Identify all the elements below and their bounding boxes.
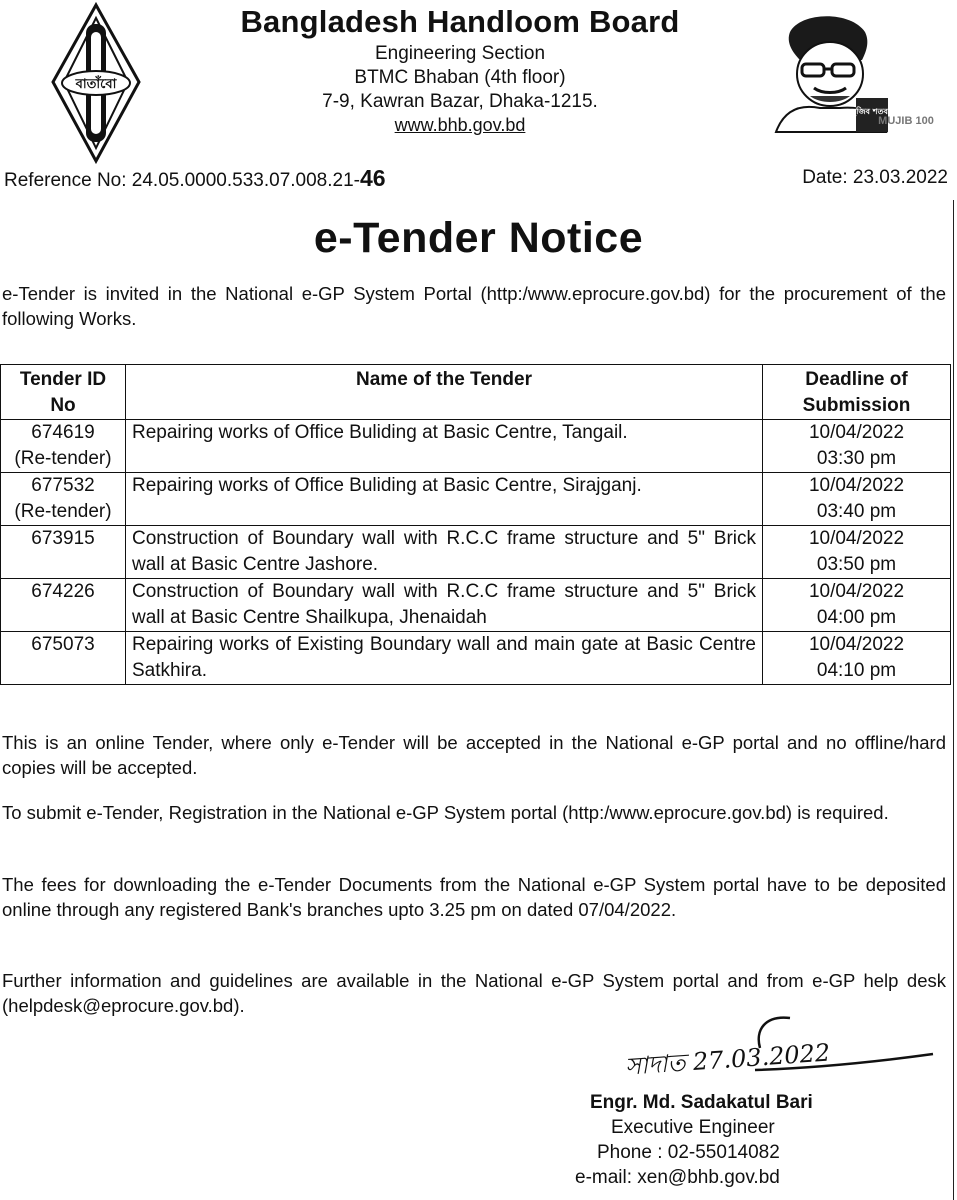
deadline-cell bbox=[763, 526, 951, 579]
signature-text: সাদাত 27.03.2022 bbox=[624, 1038, 832, 1081]
page-title: e-Tender Notice bbox=[313, 214, 644, 262]
notice-date: Date: 23.03.2022 bbox=[802, 167, 948, 188]
organization-header bbox=[150, 2, 770, 137]
online-tender-paragraph: This is an online Tender, where only e-Tender will be accepted in the National e-GP portal and no offline/hard copies will be accepted. bbox=[2, 732, 946, 778]
deadline-date: 10/04/2022 bbox=[808, 475, 905, 496]
header-deadline: Deadline of Submission bbox=[763, 365, 951, 420]
tender-name: Construction of Boundary wall with R.C.C frame structure and 5" Brick wall at Basic Centre Shailkupa, Jhenaidah bbox=[126, 579, 763, 632]
deadline-cell bbox=[763, 632, 951, 685]
tender-id-cell bbox=[1, 632, 126, 685]
handloom-board-logo bbox=[50, 2, 142, 164]
signatory-designation: Executive Engineer bbox=[611, 1117, 775, 1138]
deadline-date: 10/04/2022 bbox=[808, 528, 905, 549]
table-row bbox=[1, 473, 951, 526]
table-row bbox=[1, 632, 951, 685]
tender-id-cell bbox=[1, 579, 126, 632]
tender-id: 674226 bbox=[31, 581, 95, 602]
helpdesk-paragraph: Further information and guidelines are available in the National e-GP System portal and from e-GP help desk (helpdesk@eprocure.gov.bd). bbox=[2, 970, 946, 1016]
header-tender-id: Tender ID No bbox=[1, 365, 126, 420]
tender-name: Repairing works of Existing Boundary wall and main gate at Basic Centre Satkhira. bbox=[126, 632, 763, 685]
deadline-time: 03:30 pm bbox=[816, 448, 897, 469]
tender-id: 677532 bbox=[31, 475, 95, 496]
emblem-mark: MUJIB 100 bbox=[878, 115, 934, 127]
tender-id: 674619 bbox=[31, 422, 95, 443]
signatory-phone: Phone : 02-55014082 bbox=[597, 1142, 780, 1163]
deadline-cell bbox=[763, 579, 951, 632]
tender-id-cell bbox=[1, 526, 126, 579]
table-header-row bbox=[1, 365, 951, 420]
deadline-cell bbox=[763, 420, 951, 473]
website-link[interactable]: www.bhb.gov.bd bbox=[394, 115, 526, 135]
deadline-time: 04:10 pm bbox=[816, 660, 897, 681]
logo-lettering: বাতাঁবো bbox=[75, 77, 117, 92]
section-name: Engineering Section bbox=[374, 43, 546, 64]
table-row bbox=[1, 420, 951, 473]
deadline-time: 03:50 pm bbox=[816, 554, 897, 575]
fees-paragraph: The fees for downloading the e-Tender Documents from the National e-GP System portal have to be deposited online through any registered Bank's branches upto 3.25 pm on dated 07/04/2022. bbox=[2, 874, 946, 920]
tender-id: 673915 bbox=[31, 528, 95, 549]
deadline-date: 10/04/2022 bbox=[808, 422, 905, 443]
registration-paragraph: To submit e-Tender, Registration in the National e-GP System portal (http:/www.eprocure.gov.bd) is required. bbox=[2, 802, 889, 823]
tender-id: 675073 bbox=[31, 634, 95, 655]
table-row bbox=[1, 579, 951, 632]
tender-name: Repairing works of Office Buliding at Basic Centre, Tangail. bbox=[126, 420, 763, 473]
tender-note: (Re-tender) bbox=[14, 501, 112, 522]
deadline-time: 04:00 pm bbox=[816, 607, 897, 628]
tender-table bbox=[0, 364, 951, 685]
reference-label: Reference No: 24.05.0000.533.07.008.21- bbox=[4, 170, 360, 191]
page-border-right bbox=[953, 200, 954, 1200]
tender-id-cell bbox=[1, 473, 126, 526]
tender-name: Repairing works of Office Buliding at Basic Centre, Sirajganj. bbox=[126, 473, 763, 526]
reference-number bbox=[4, 165, 386, 192]
signatory-block bbox=[575, 1090, 885, 1190]
table-row bbox=[1, 526, 951, 579]
emblem-bangla-text: মুজিব শতবর্ষ bbox=[851, 107, 893, 116]
reference-suffix: 46 bbox=[360, 165, 386, 191]
tender-id-cell bbox=[1, 420, 126, 473]
building-name: BTMC Bhaban (4th floor) bbox=[354, 67, 566, 88]
signatory-name: Engr. Md. Sadakatul Bari bbox=[590, 1092, 813, 1113]
header-tender-name: Name of the Tender bbox=[126, 365, 763, 420]
deadline-date: 10/04/2022 bbox=[808, 581, 905, 602]
intro-paragraph: e-Tender is invited in the National e-GP System Portal (http:/www.eprocure.gov.bd) for the procurement of the following Works. bbox=[2, 283, 946, 329]
address: 7-9, Kawran Bazar, Dhaka-1215. bbox=[322, 91, 598, 112]
deadline-date: 10/04/2022 bbox=[808, 634, 905, 655]
mujib-100-emblem bbox=[770, 12, 934, 138]
deadline-time: 03:40 pm bbox=[816, 501, 897, 522]
tender-name: Construction of Boundary wall with R.C.C frame structure and 5" Brick wall at Basic Centre Jashore. bbox=[126, 526, 763, 579]
tender-note: (Re-tender) bbox=[14, 448, 112, 469]
org-name: Bangladesh Handloom Board bbox=[240, 4, 680, 39]
deadline-cell bbox=[763, 473, 951, 526]
signatory-email[interactable]: e-mail: xen@bhb.gov.bd bbox=[575, 1167, 780, 1188]
